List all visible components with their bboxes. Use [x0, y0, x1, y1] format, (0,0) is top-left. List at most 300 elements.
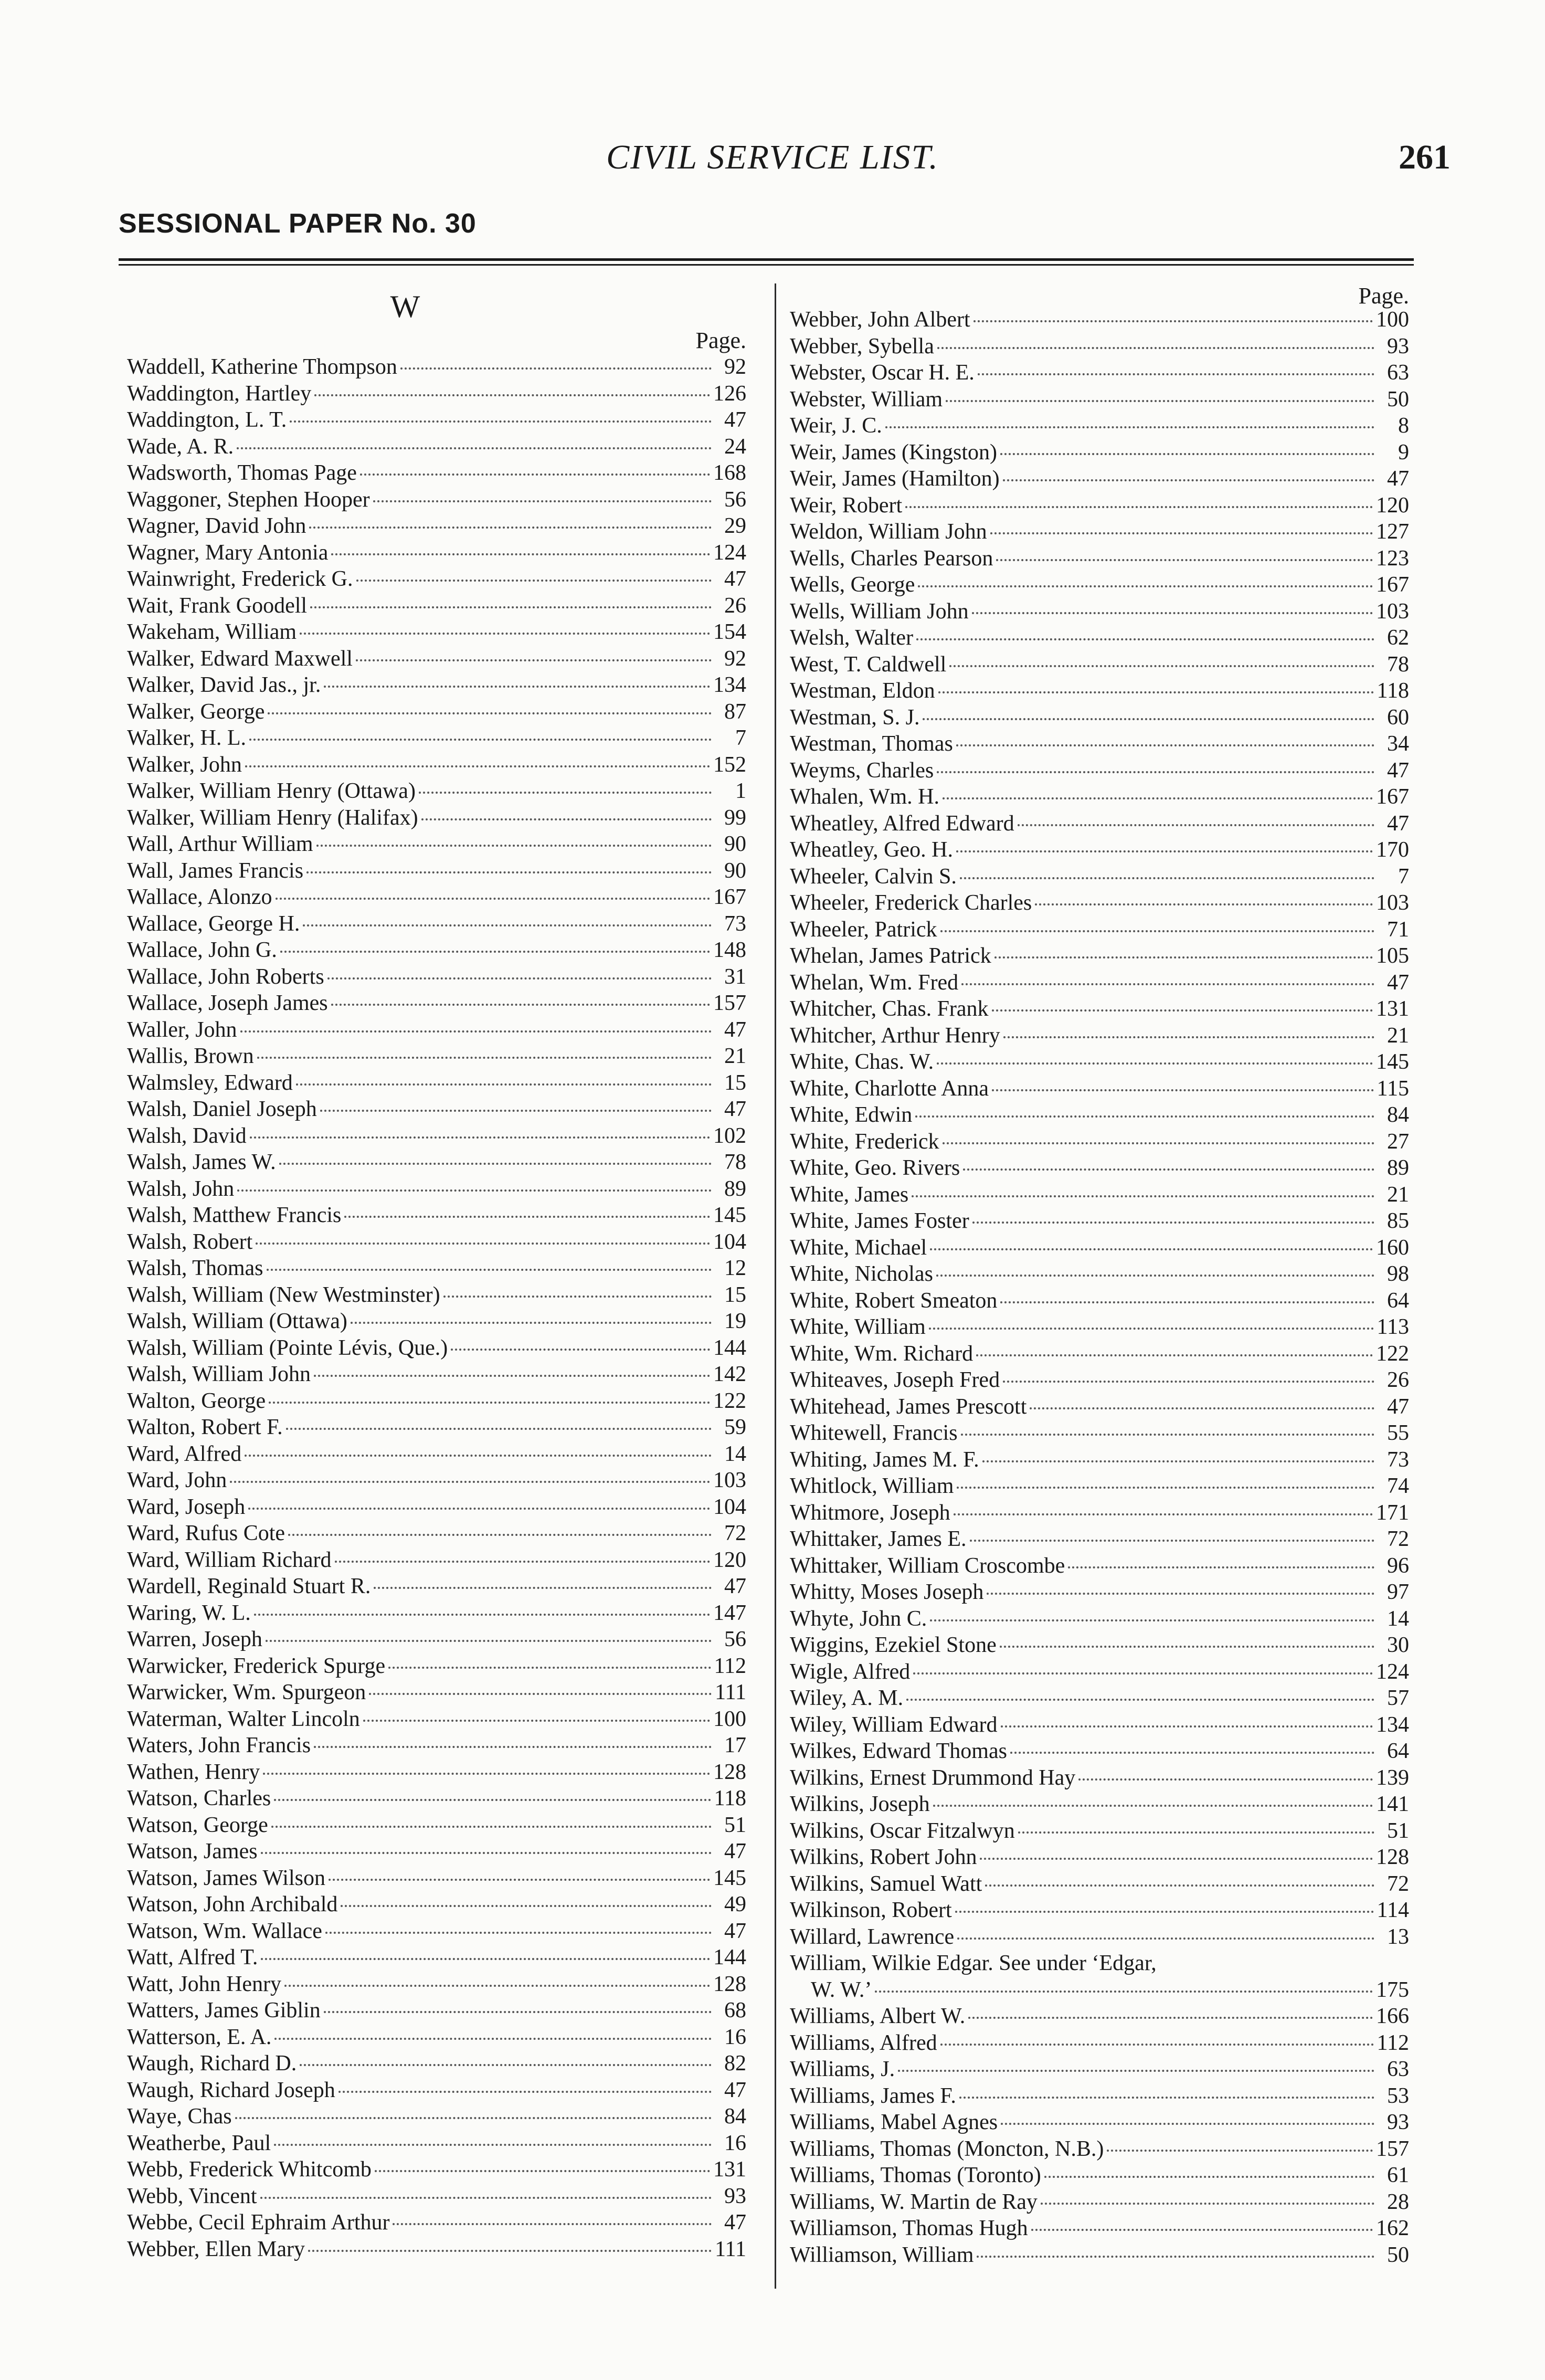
entry-name: Weir, Robert	[790, 493, 903, 518]
entry-name: Waddington, L. T.	[127, 408, 287, 432]
index-entry	[127, 2209, 746, 2236]
entry-name: Walsh, William (Pointe Lévis, Que.)	[127, 1335, 448, 1360]
entry-name: Webster, William	[790, 387, 943, 412]
entry-name: White, Wm. Richard	[790, 1341, 973, 1366]
dot-leader	[1003, 1381, 1374, 1383]
entry-name: Webb, Frederick Whitcomb	[127, 2157, 372, 2182]
index-entry	[127, 1653, 746, 1680]
dot-leader	[943, 797, 1373, 799]
entry-name: Webber, John Albert	[790, 308, 970, 332]
entry-page-number: 127	[1376, 520, 1409, 544]
dot-leader	[929, 1328, 1374, 1330]
dot-leader	[290, 420, 712, 423]
index-entry	[790, 1023, 1409, 1049]
index-entry	[127, 1600, 746, 1627]
entry-page-number: 144	[713, 1335, 746, 1360]
entry-page-number: 145	[713, 1203, 746, 1227]
entry-name: Whitcher, Arthur Henry	[790, 1023, 1000, 1048]
dot-leader	[960, 877, 1374, 879]
page-column-heading: Page.	[695, 328, 746, 353]
entry-page-number: 103	[1376, 599, 1409, 624]
entry-page-number: 154	[713, 620, 746, 644]
index-entry	[790, 545, 1409, 572]
entry-name: Watson, James Wilson	[127, 1866, 325, 1890]
entry-name: Weatherbe, Paul	[127, 2131, 271, 2155]
entry-page-number: 12	[724, 1256, 746, 1280]
index-entry	[127, 1149, 746, 1176]
index-entry	[127, 1573, 746, 1600]
entry-name: Walsh, William John	[127, 1362, 311, 1386]
entry-name: Waddell, Katherine Thompson	[127, 355, 397, 379]
entry-name: Wilkins, Samuel Watt	[790, 1871, 982, 1896]
entry-name: Whitcher, Chas. Frank	[790, 997, 989, 1021]
entry-page-number: 147	[713, 1600, 746, 1625]
entry-page-number: 15	[724, 1070, 746, 1095]
entry-page-number: 113	[1377, 1315, 1409, 1339]
entry-name: Whitehead, James Prescott	[790, 1394, 1027, 1419]
dot-leader	[912, 1195, 1374, 1197]
entry-name: Wiley, A. M.	[790, 1686, 904, 1710]
index-entry	[127, 513, 746, 540]
index-entry	[127, 884, 746, 911]
index-entry	[790, 1765, 1409, 1792]
index-entry	[127, 1043, 746, 1070]
index-entry	[790, 1235, 1409, 1261]
entry-name: Walker, William Henry (Halifax)	[127, 805, 418, 830]
dot-leader	[1078, 1778, 1373, 1781]
index-entry	[127, 1494, 746, 1521]
page-number: 261	[1399, 138, 1451, 176]
entry-name: Welsh, Walter	[790, 626, 914, 650]
entry-name: White, William	[790, 1315, 926, 1339]
dot-leader	[1068, 1566, 1374, 1568]
dot-leader	[276, 898, 710, 900]
dot-leader	[374, 1587, 712, 1589]
entry-name: Weyms, Charles	[790, 758, 934, 783]
entry-page-number: 122	[713, 1388, 746, 1413]
dot-leader	[306, 871, 712, 873]
entry-page-number: 162	[1376, 2216, 1409, 2240]
entry-page-number: 90	[724, 832, 746, 856]
dot-leader	[388, 1667, 711, 1669]
entry-page-number: 78	[1387, 652, 1409, 677]
dot-leader	[956, 850, 1373, 852]
dot-leader	[972, 612, 1373, 614]
dot-leader	[885, 426, 1374, 428]
dot-leader	[938, 691, 1374, 693]
entry-page-number: 170	[1376, 838, 1409, 862]
dot-leader	[937, 1062, 1373, 1065]
index-entry	[790, 598, 1409, 625]
entry-page-number: 50	[1387, 2242, 1409, 2267]
entry-name: Wallace, John Roberts	[127, 964, 324, 989]
dot-leader	[268, 712, 712, 714]
entry-page-number: 141	[1376, 1792, 1409, 1816]
entry-page-number: 47	[1387, 467, 1409, 491]
entry-name: Warwicker, Wm. Spurgeon	[127, 1680, 366, 1704]
dot-leader	[968, 2017, 1373, 2019]
index-entry	[127, 1838, 746, 1865]
entry-page-number: 34	[1387, 732, 1409, 756]
index-entry	[127, 805, 746, 831]
entry-page-number: 93	[1387, 334, 1409, 359]
index-entry	[127, 1997, 746, 2024]
index-entry	[790, 2083, 1409, 2110]
index-entry	[127, 1918, 746, 1945]
entry-name: Whiting, James M. F.	[790, 1447, 979, 1472]
dot-leader	[1030, 1407, 1374, 1409]
dot-leader	[267, 1269, 712, 1271]
dot-leader	[933, 1805, 1373, 1807]
index-entry	[127, 566, 746, 593]
dot-leader	[341, 1905, 712, 1907]
entry-page-number: 26	[724, 593, 746, 618]
index-entry	[790, 704, 1409, 731]
entry-name: Wade, A. R.	[127, 434, 234, 459]
index-entry	[127, 778, 746, 805]
entry-name: Walsh, David	[127, 1123, 247, 1148]
entry-page-number: 59	[724, 1415, 746, 1439]
index-entry	[127, 831, 746, 858]
index-entry	[790, 439, 1409, 466]
index-entry	[127, 1971, 746, 1998]
dot-leader	[980, 1858, 1373, 1860]
index-entry	[127, 752, 746, 778]
dot-leader	[245, 765, 710, 767]
entry-name: Wallis, Brown	[127, 1044, 254, 1068]
index-entry	[790, 1367, 1409, 1394]
entry-name: Wallace, Alonzo	[127, 885, 272, 909]
entry-name: Walsh, Robert	[127, 1229, 253, 1254]
dot-leader	[957, 1937, 1374, 1940]
entry-name: Weir, J. C.	[790, 414, 882, 438]
entry-page-number: 89	[724, 1176, 746, 1201]
entry-page-number: 9	[1398, 440, 1409, 465]
dot-leader	[1035, 903, 1373, 905]
entry-page-number: 24	[724, 434, 746, 459]
index-entry	[790, 943, 1409, 970]
entry-name: Waddington, Hartley	[127, 381, 312, 406]
index-entry	[790, 1579, 1409, 1606]
dot-leader	[1000, 1646, 1374, 1648]
index-entry	[790, 2189, 1409, 2216]
dot-leader	[271, 1826, 712, 1828]
dot-leader	[1107, 2150, 1373, 2152]
entry-name: Watterson, E. A.	[127, 2025, 272, 2049]
entry-page-number: 47	[724, 1097, 746, 1121]
entry-name: Wilkins, Ernest Drummond Hay	[790, 1765, 1076, 1790]
index-entry	[127, 1335, 746, 1362]
index-entry	[127, 990, 746, 1017]
index-entry	[790, 996, 1409, 1023]
dot-leader	[976, 1354, 1373, 1356]
entry-name: Wathen, Henry	[127, 1760, 260, 1784]
entry-name: White, Michael	[790, 1235, 927, 1260]
entry-page-number: 74	[1387, 1474, 1409, 1498]
entry-page-number: 47	[724, 2078, 746, 2102]
dot-leader	[316, 845, 712, 847]
index-entry	[127, 1096, 746, 1123]
entry-page-number: 14	[1387, 1606, 1409, 1631]
index-entry	[790, 1818, 1409, 1845]
entry-name: Williamson, Thomas Hugh	[790, 2216, 1028, 2240]
left-column	[127, 286, 746, 2262]
dot-leader	[978, 373, 1374, 375]
entry-page-number: 30	[1387, 1633, 1409, 1657]
entry-page-number: 157	[713, 991, 746, 1015]
dot-leader	[421, 818, 712, 820]
entry-name: Wilkes, Edward Thomas	[790, 1739, 1007, 1763]
dot-leader	[237, 1189, 712, 1192]
dot-leader	[356, 580, 712, 582]
index-entry	[790, 1129, 1409, 1155]
index-entry	[127, 1070, 746, 1097]
dot-leader	[930, 1248, 1373, 1250]
dot-leader	[284, 1985, 710, 1987]
entry-page-number: 47	[724, 1839, 746, 1863]
entry-name: Ward, John	[127, 1468, 227, 1492]
index-entry	[127, 2077, 746, 2104]
entry-name: Walsh, Thomas	[127, 1256, 263, 1280]
index-entry	[790, 1738, 1409, 1765]
index-entry	[127, 1202, 746, 1229]
entry-name: Watters, James Giblin	[127, 1998, 321, 2023]
index-entry	[790, 757, 1409, 784]
entry-name: Walker, William Henry (Ottawa)	[127, 779, 416, 803]
dot-leader	[356, 659, 712, 661]
entry-name: Waugh, Richard Joseph	[127, 2078, 335, 2102]
index-entry	[790, 1659, 1409, 1686]
entry-name: Wheeler, Patrick	[790, 917, 937, 942]
dot-leader	[324, 686, 710, 688]
entry-list	[790, 307, 1409, 2268]
dot-leader	[1044, 2176, 1374, 2178]
dot-leader	[1001, 2123, 1374, 2125]
dot-leader	[375, 2170, 710, 2172]
dot-leader	[274, 1799, 711, 1801]
dot-leader	[309, 526, 712, 529]
dot-leader	[957, 1487, 1374, 1489]
entry-page-number: 111	[715, 2237, 746, 2261]
entry-page-number: 120	[713, 1547, 746, 1572]
entry-page-number: 56	[724, 487, 746, 512]
index-entry	[790, 1102, 1409, 1129]
dot-leader	[344, 1216, 710, 1218]
entry-name: Whelan, James Patrick	[790, 944, 991, 968]
dot-leader	[959, 2097, 1374, 2099]
entry-name: Whitty, Moses Joseph	[790, 1580, 984, 1604]
entry-name: Whitlock, William	[790, 1474, 954, 1498]
entry-name: White, Charlotte Anna	[790, 1076, 989, 1101]
right-column	[790, 283, 1409, 2268]
dot-leader	[451, 1349, 710, 1351]
dot-leader	[1010, 1752, 1374, 1754]
entry-name: Wells, William John	[790, 599, 969, 624]
entry-page-number: 167	[713, 885, 746, 909]
entry-page-number: 152	[713, 752, 746, 777]
dot-leader	[261, 1852, 712, 1854]
dot-leader	[360, 473, 710, 476]
dot-leader	[973, 320, 1373, 322]
index-entry	[127, 2183, 746, 2210]
entry-name: Williamson, William	[790, 2242, 974, 2267]
entry-name: Watt, Alfred T.	[127, 1945, 258, 1970]
dot-leader	[972, 1221, 1374, 1224]
dot-leader	[279, 1163, 712, 1165]
entry-name: Webb, Vincent	[127, 2184, 257, 2208]
entry-name: Wallace, Joseph James	[127, 991, 328, 1015]
entry-name: Westman, Thomas	[790, 732, 953, 756]
entry-name: Walsh, James W.	[127, 1150, 276, 1174]
entry-name: Weldon, William John	[790, 520, 987, 544]
index-entry	[127, 1520, 746, 1547]
entry-page-number: 68	[724, 1998, 746, 2023]
dot-leader	[913, 1672, 1373, 1675]
index-entry	[790, 386, 1409, 413]
entry-page-number: 47	[724, 408, 746, 432]
index-entry	[790, 2003, 1409, 2030]
dot-leader	[240, 1030, 712, 1033]
entry-page-number: 100	[1376, 308, 1409, 332]
index-entry	[790, 1288, 1409, 1314]
entry-name: Williams, Thomas (Toronto)	[790, 2163, 1041, 2187]
header-rule-thin	[119, 264, 1414, 266]
dot-leader	[905, 506, 1373, 508]
index-entry	[790, 1076, 1409, 1102]
entry-page-number: 17	[724, 1733, 746, 1757]
index-entry	[790, 307, 1409, 333]
index-entry	[127, 937, 746, 964]
entry-name: Watt, John Henry	[127, 1972, 282, 1996]
dot-leader	[1041, 2203, 1374, 2205]
entry-name: Wiggins, Ezekiel Stone	[790, 1633, 997, 1657]
entry-page-number: 47	[724, 1017, 746, 1042]
index-entry	[127, 434, 746, 460]
dot-leader	[956, 744, 1374, 746]
entry-name: White, Frederick	[790, 1129, 939, 1154]
entry-name: Walsh, William (New Westminster)	[127, 1282, 440, 1307]
dot-leader	[930, 1619, 1374, 1621]
dot-leader	[308, 2250, 712, 2252]
entry-name: Williams, Thomas (Moncton, N.B.)	[790, 2136, 1104, 2161]
entry-page-number: 72	[1387, 1527, 1409, 1551]
index-entry	[790, 1712, 1409, 1739]
index-entry	[790, 1394, 1409, 1420]
entry-name: Whiteaves, Joseph Fred	[790, 1368, 1000, 1392]
entry-page-number: 47	[1387, 758, 1409, 783]
index-entry	[127, 964, 746, 991]
dot-leader	[918, 585, 1373, 587]
entry-name: Watson, George	[127, 1813, 268, 1837]
entry-page-number: 13	[1387, 1924, 1409, 1949]
entry-name: Westman, S. J.	[790, 705, 920, 730]
entry-page-number: 102	[713, 1123, 746, 1148]
index-entry	[790, 1208, 1409, 1235]
entry-name: Whyte, John C.	[790, 1606, 927, 1631]
entry-page-number: 47	[724, 1574, 746, 1598]
index-entry	[127, 487, 746, 513]
dot-leader	[987, 1593, 1374, 1595]
sessional-paper-label: SESSIONAL PAPER No. 30	[119, 208, 477, 239]
index-entry	[790, 333, 1409, 360]
entry-page-number: 126	[713, 381, 746, 406]
entry-page-number: 160	[1376, 1235, 1409, 1260]
entry-name: Ward, Joseph	[127, 1494, 246, 1519]
dot-leader	[274, 2144, 712, 2146]
dot-leader	[875, 1991, 1373, 1993]
entry-page-number: 63	[1387, 2057, 1409, 2081]
index-entry	[127, 672, 746, 699]
entry-page-number: 73	[724, 911, 746, 936]
entry-page-number: 47	[1387, 970, 1409, 995]
entry-page-number: 115	[1377, 1076, 1409, 1101]
dot-leader	[325, 1932, 712, 1934]
entry-name: Walker, David Jas., jr.	[127, 673, 321, 697]
entry-page-number: 128	[1376, 1845, 1409, 1869]
entry-name: Watson, Charles	[127, 1786, 271, 1810]
index-entry	[127, 1759, 746, 1786]
dot-leader	[329, 1879, 710, 1881]
index-entry	[790, 1924, 1409, 1951]
dot-leader	[977, 2256, 1374, 2258]
entry-name: Wilkinson, Robert	[790, 1898, 952, 1922]
dot-leader	[369, 1693, 712, 1695]
entry-page-number: 128	[713, 1972, 746, 1996]
entry-page-number: 99	[724, 805, 746, 830]
entry-name: Wagner, Mary Antonia	[127, 540, 329, 565]
index-entry	[790, 810, 1409, 837]
index-entry	[790, 1871, 1409, 1898]
index-entry	[790, 917, 1409, 943]
index-entry	[790, 2215, 1409, 2242]
entry-name: Weir, James (Hamilton)	[790, 467, 1000, 491]
entry-name: Ward, Alfred	[127, 1441, 242, 1466]
index-entry	[127, 1732, 746, 1759]
index-entry	[127, 460, 746, 487]
index-entry	[127, 1123, 746, 1150]
entry-page-number: 92	[724, 355, 746, 379]
entry-page-number: 26	[1387, 1368, 1409, 1392]
entry-page-number: 144	[713, 1945, 746, 1970]
entry-name: Walton, George	[127, 1388, 266, 1413]
entry-page-number: 51	[724, 1813, 746, 1837]
index-entry	[127, 1547, 746, 1574]
index-entry	[790, 1844, 1409, 1871]
index-entry	[127, 1229, 746, 1256]
entry-page-number: 142	[713, 1362, 746, 1386]
index-entry	[790, 360, 1409, 386]
index-entry	[127, 619, 746, 646]
dot-leader	[400, 367, 712, 370]
dot-leader	[300, 633, 710, 635]
index-entry	[790, 1950, 1409, 1977]
entry-page-number: 148	[713, 938, 746, 962]
dot-leader	[266, 1640, 712, 1642]
dot-leader	[314, 1375, 710, 1377]
entry-page-number: 21	[724, 1044, 746, 1068]
index-entry	[127, 646, 746, 672]
index-entry	[790, 413, 1409, 439]
dot-leader	[363, 1720, 710, 1722]
dot-leader	[310, 606, 712, 608]
entry-name: Walmsley, Edward	[127, 1070, 293, 1095]
index-entry	[790, 731, 1409, 757]
dot-leader	[335, 1561, 710, 1563]
entry-page-number: 114	[1377, 1898, 1409, 1922]
dot-leader	[1018, 1831, 1374, 1834]
index-entry	[790, 572, 1409, 598]
entry-name: Watson, Wm. Wallace	[127, 1919, 322, 1943]
